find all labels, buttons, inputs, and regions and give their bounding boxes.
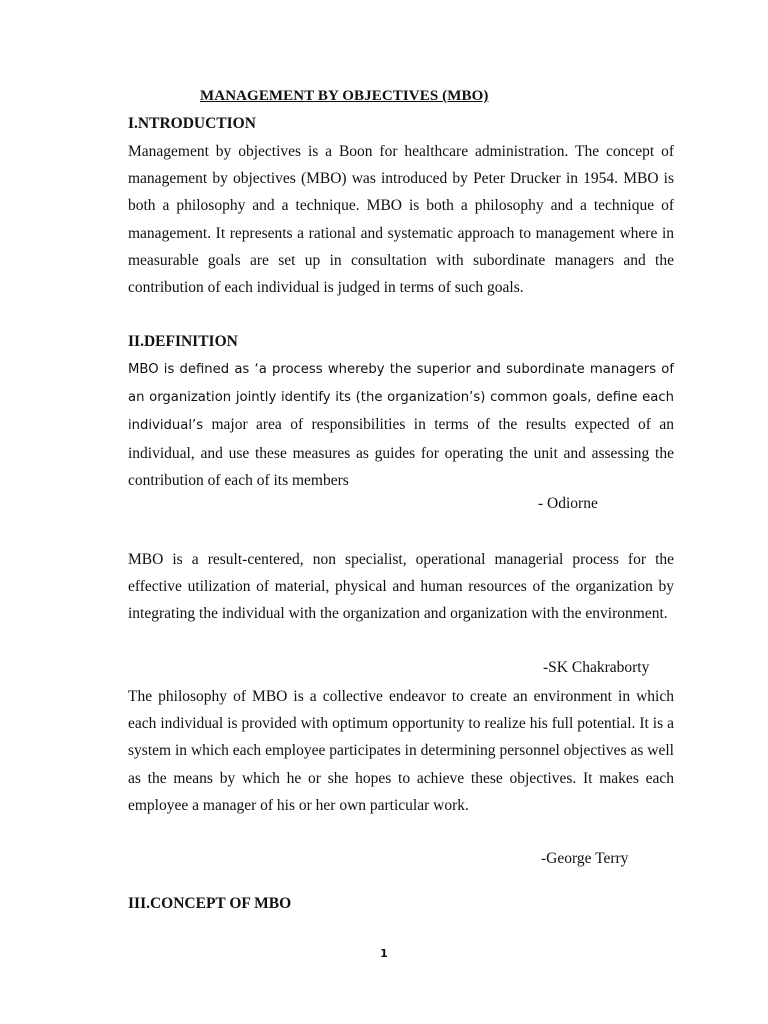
definition-quote-chakraborty: MBO is a result-centered, non specialist, operational managerial process for the effective utilization of material, physical and human resources of the organization by integrating the individual with the organization and organization with the environment. [128,551,674,623]
definition-quote-serif-part: major area of responsibilities in terms of the results expected of an individual, and use these measures as guides for operating the unit and assessing the contribution of each of its members [128,416,674,489]
section-heading-introduction: I.NTRODUCTION [128,115,256,132]
section-heading-concept: III.CONCEPT OF MBO [128,895,292,912]
attribution-chakraborty: -SK Chakraborty [543,659,650,676]
definition-quote-sans-part: MBO is defined as ‘a process whereby the superior and subordinate managers of an organization jointly identify its (the organization’s) common goals, define each individual’s [128,362,674,434]
introduction-paragraph: Management by objectives is a Boon for healthcare administration. The concept of management by objectives (MBO) was introduced by Peter Drucker in 1954. MBO is both a philosophy and a technique. MBO is both a philosophy and a technique of management. It represents a rational and systematic approach to management where in measurable goals are set up in consultation with subordinate managers and the contribution of each individual is judged in terms of such goals. [128,143,674,297]
attribution-terry: -George Terry [541,850,629,867]
page-title: MANAGEMENT BY OBJECTIVES (MBO) [200,88,489,104]
page-number: 1 [380,947,388,960]
definition-quote-terry: The philosophy of MBO is a collective endeavor to create an environment in which each individual is provided with optimum opportunity to realize his full potential. It is a system in which each employee participates in determining personnel objectives as well as the means by which he or she hopes to achieve these objectives. It makes each employee a manager of his or her own particular work. [128,688,674,814]
attribution-odiorne: - Odiorne [538,495,598,512]
definition-quote-odiorne [128,355,674,494]
section-heading-definition: II.DEFINITION [128,333,238,350]
